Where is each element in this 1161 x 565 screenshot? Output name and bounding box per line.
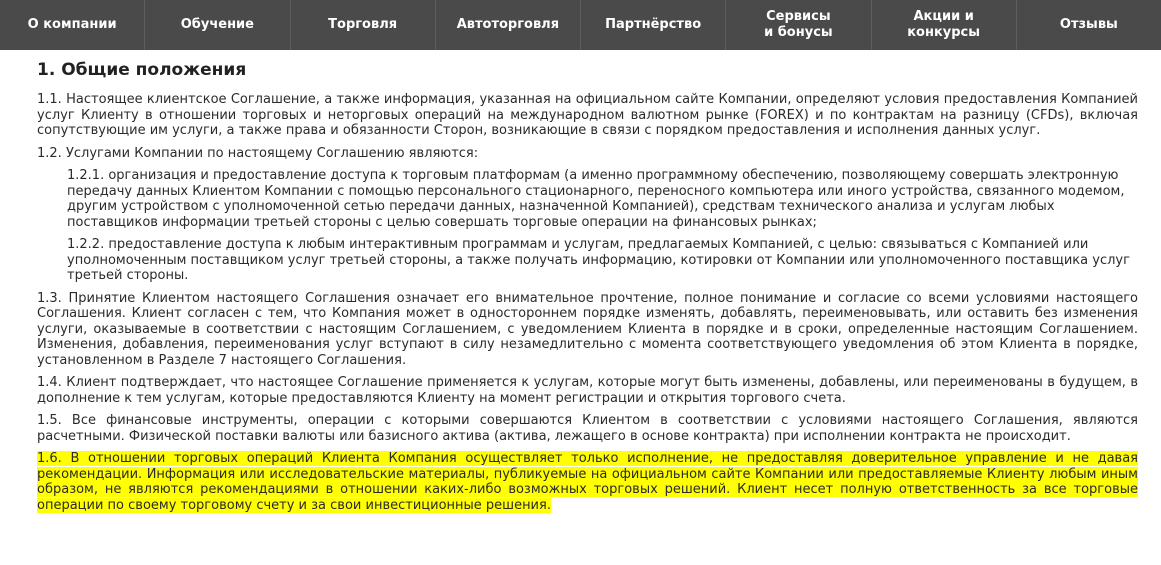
paragraph-1-5: 1.5. Все финансовые инструменты, операции с которыми совершаются Клиентом в соответствии с условиями настоящего Соглашения, являются расчетными. Физической поставки валюты или базисного актива (актива, лежащего в основе контракта) при исполнении контракта не происходит.: [37, 413, 1138, 444]
paragraph-1-2-2: 1.2.2. предоставление доступа к любым интерактивным программам и услугам, предлагаемых Компанией, с целью: связываться с Компанией или уполномоченным поставщиком услуг третьей стороны, а также получать информацию, котировки от Компании или уполномоченного поставщика услуг третьей стороны.: [67, 237, 1130, 283]
nav-item-autotrading[interactable]: [436, 0, 581, 50]
nav-item-education[interactable]: [145, 0, 290, 50]
agreement-content: [37, 60, 1138, 520]
paragraph-1-2: 1.2. Услугами Компании по настоящему Соглашению являются:: [37, 145, 479, 161]
paragraph-1-6-highlighted: [37, 451, 1138, 513]
nav-item-trading[interactable]: [291, 0, 436, 50]
nav-item-services-bonuses[interactable]: [726, 0, 871, 50]
nav-item-reviews[interactable]: [1017, 0, 1161, 50]
nav-item-label: Отзывы: [1059, 17, 1118, 32]
section-title: 1. Общие положения: [37, 60, 247, 80]
nav-item-promotions-contests[interactable]: [872, 0, 1017, 50]
nav-item-about[interactable]: [0, 0, 145, 50]
nav-item-partnership[interactable]: [581, 0, 726, 50]
paragraph-1-3: 1.3. Принятие Клиентом настоящего Соглашения означает его внимательное прочтение, полное понимание и согласие со всеми условиями настоящего Соглашения. Клиент согласен с тем, что Компания может в одностороннем порядке изменять, добавлять, переименовывать, или оставить без изменения услуги, оказываемые в соответствии с настоящим Соглашением, с уведомлением Клиента в порядке и в сроки, определенные настоящим Соглашением. Изменения, добавления, переименования услуг вступают в силу незамедлительно с момента соответствующего уведомления об этом Клиента в порядке, установленном в Разделе 7 настоящего Соглашения.: [37, 290, 1138, 368]
paragraph-1-1: 1.1. Настоящее клиентское Соглашение, а также информация, указанная на официальном сайте Компании, определяют условия предоставления Компанией услуг Клиенту в отношении торговых и неторговых операций на международном валютном рынке (FOREX) и по контрактам на разницу (CFDs), включая сопутствующие им услуги, а также права и обязанности Сторон, возникающие в связи с порядком предоставления и исполнения данных услуг.: [37, 92, 1138, 138]
nav-item-label: Автоторговля: [456, 17, 560, 32]
nav-item-label: Партнёрство: [605, 17, 702, 32]
paragraph-1-4: 1.4. Клиент подтверждает, что настоящее Соглашение применяется к услугам, которые могут быть изменены, добавлены, или переименованы в будущем, в дополнение к тем услугам, которые предоставляются Клиенту на момент регистрации и открытия торгового счета.: [37, 375, 1138, 406]
nav-item-label: Акции и конкурсы: [907, 9, 981, 40]
paragraph-1-2-1: 1.2.1. организация и предоставление доступа к торговым платформам (а именно программному обеспечению, позволяющему совершать электронную передачу данных Клиентом Компании с помощью персонального стационарного, переносного компьютера или иного устройства, связанного модемом, другим устройством с уполномоченной сетью передачи данных, назначенной Компанией), средствам технического анализа и услугам любых поставщиков информации третьей стороны с целью совершать торговые операции на финансовых рынках;: [67, 168, 1125, 230]
top-navigation: [0, 0, 1161, 50]
nav-item-label: Сервисы и бонусы: [764, 9, 833, 40]
nav-item-label: Обучение: [180, 17, 254, 32]
highlighted-text: 1.6. В отношении торговых операций Клиента Компания осуществляет только исполнение, не предоставляя доверительное управление и не давая рекомендации. Информация или исследовательские материалы, публикуемые на официальном сайте Компании или предоставляемые Клиенту любым иным образом, не являются рекомендациями в отношении каких-либо возможных торговых решений. Клиент несет полную ответственность за все торговые операции по своему торговому счету и за свои инвестиционные решения.: [37, 451, 1138, 513]
nav-item-label: Торговля: [328, 17, 398, 32]
nav-item-label: О компании: [27, 17, 117, 32]
